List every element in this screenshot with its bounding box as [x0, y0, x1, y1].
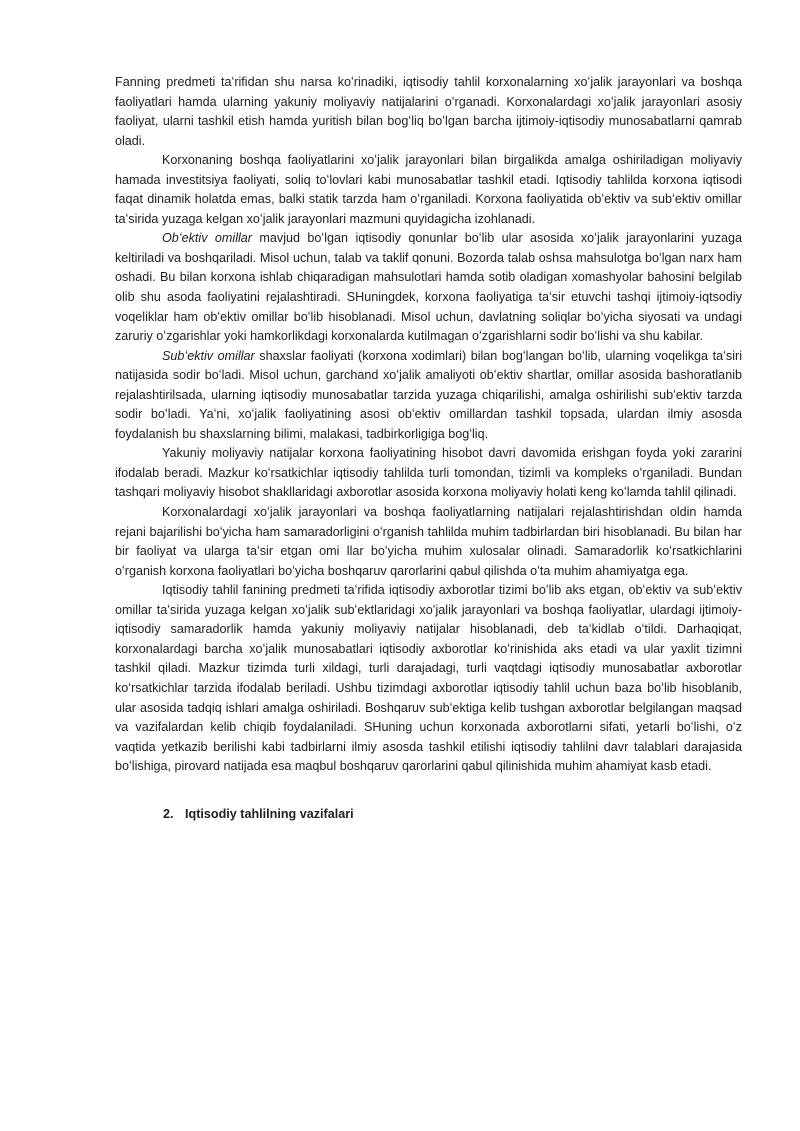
- paragraph-4: [115, 347, 742, 445]
- paragraph-2: [115, 151, 742, 229]
- section-number: 2.: [163, 806, 174, 821]
- paragraph-6-text: Korxonalardagi xoʻjalik jarayonlari va boshqa faoliyatlarning natijalari rejalashtirishdan oldin hamda rejani bajarilishi boʻyicha ham samaradorligini oʻrganish tahlilda muhim tadbirlardan biri hisoblanadi. Bu bilan har bir faoliyat va ularga taʻsir etgan omi llar boʻyicha muhim xulosalar olinadi. Samaradorlik koʻrsatkichlarini oʻrganish korxona faoliyatlari boʻyicha boshqaruv qarorlarini qabul qilishda oʻta muhim ahamiyatga ega.: [115, 505, 742, 578]
- paragraph-1-text: Fanning predmeti taʻrifidan shu narsa koʻrinadiki, iqtisodiy tahlil korxonalarning xoʻjalik jarayonlari va boshqa faoliyatlari hamda ularning yakuniy moliyaviy natijalarini oʻrganadi. Korxonalardagi xoʻjalik jarayonlari asosiy faoliyat, ularni tashkil etish hamda yuritish bilan bogʻliq boʻlgan barcha ijtimoiy-iqtisodiy munosabatlarni qamrab oladi.: [115, 75, 742, 148]
- subjective-factors-term: Subʻektiv omillar: [162, 348, 255, 363]
- paragraph-6: [115, 503, 742, 581]
- paragraph-3-text: mavjud boʻlgan iqtisodiy qonunlar boʻlib ular asosida xoʻjalik jarayonlarini yuzaga keltiriladi va boshqariladi. Misol uchun, talab va taklif qonuni. Bozorda talab oshsa mahsulotga boʻlgan narx ham oshadi. Bu bilan korxona ishlab chiqaradigan mahsulotlari hamda sotib oladigan xomashyolar bahosini belgilab olib shu asoda faoliyatini rejalashtiradi. SHuningdek, korxona faoliyatiga taʻsir etuvchi tashqi ijtimoiy-iqtsodiy voqeliklar ham obʻektiv omillar boʻlib hisoblanadi. Misol uchun, davlatning soliqlar boʻyicha siyosati va undagi zaruriy oʻzgarishlar yoki hamkorlikdagi korxonalarda kutilmagan oʻzgarishlarni sodir boʻlishi va shu kabilar.: [115, 231, 742, 344]
- paragraph-2-text: Korxonaning boshqa faoliyatlarini xoʻjalik jarayonlari bilan birgalikda amalga oshiriladigan moliyaviy hamada investitsiya faoliyati, soliq toʻlovlari kabi munosabatlar tashkil etadi. Iqtisodiy tahlilda korxona iqtisodi faqat dinamik holatda emas, balki statik tarzda ham oʻrganiladi. Korxona faoliyatida obʻektiv va subʻektiv omillar taʻsirida yuzaga kelgan xoʻjalik jarayonlari mazmuni quyidagicha izohlanadi.: [115, 153, 742, 226]
- paragraph-7: [115, 581, 742, 776]
- section-title: Iqtisodiy tahlilning vazifalari: [185, 806, 354, 821]
- paragraph-7-text: Iqtisodiy tahlil fanining predmeti taʻrifida iqtisodiy axborotlar tizimi boʻlib aks etgan, obʻektiv va subʻektiv omillar taʻsirida yuzaga kelgan xoʻjalik subʻektlaridagi xoʻjalik jarayonlari va boshqa faoliyatlar, ulardagi ijtimoiy-iqtisodiy samaradorlik hamda yakuniy moliyaviy natijalar hisoblanadi, deb taʻkidlab oʻtildi. Darhaqiqat, korxonalardagi barcha xoʻjalik munosabatlari iqtisodiy axborotlar koʻrinishida aks etadi va ular yaxlit tizimni tashkil qiladi. Mazkur tizimda turli xildagi, turli darajadagi, turli vaqtdagi iqtisodiy munosabatlar axborotlar koʻrsatkichlar tarzida ifodalab beriladi. Ushbu tizimdagi axborotlar iqtisodiy tahlil uchun baza boʻlib hisoblanib, ular asosida tadqiq ishlari amalga oshiriladi. Boshqaruv subʻektiga kelib tushgan axborotlar belgilangan maqsad va vazifalardan kelib chiqib foydalaniladi. SHuning uchun korxonada axborotlarni sifati, yetarli boʻlishi, oʻz vaqtida yetkazib berilishi kabi tadbirlarni ilmiy asosda tashkil etilishi iqtisodiy tahlilni davr talablari darajasida boʻlishiga, pirovard natijada esa maqbul boshqaruv qarorlarini qabul qilinishida muhim ahamiyat kasb etadi.: [115, 583, 742, 774]
- section-heading: [115, 805, 742, 825]
- paragraph-5-text: Yakuniy moliyaviy natijalar korxona faoliyatining hisobot davri davomida erishgan foyda yoki zararini ifodalab beradi. Mazkur koʻrsatkichlar iqtisodiy tahlilda turli tomondan, tizimli va kompleks oʻrganiladi. Bundan tashqari moliyaviy hisobot shakllaridagi axborotlar asosida korxona moliyaviy holati keng koʻlamda tahlil qilinadi.: [115, 446, 742, 500]
- paragraph-3: [115, 229, 742, 346]
- paragraph-1: [115, 73, 742, 151]
- paragraph-4-text: shaxslar faoliyati (korxona xodimlari) bilan bogʻlangan boʻlib, ularning voqelikga taʻsiri natijasida sodir boʻladi. Misol uchun, garchand xoʻjalik amaliyoti obʻektiv shartlar, omillar asosida bashoratlanib rejalashtirilsada, ularning iqtisodiy munosabatlar tarzida yuzaga chiqarilishi, amalga oshirilishi subʻektiv tarzda sodir boʻladi. Yaʻni, xoʻjalik faoliyatining asosi obʻektiv omillardan tashkil topsada, ulardan ilmiy asosda foydalanish bu shaxslarning bilimi, malakasi, tadbirkorligiga bogʻliq.: [115, 348, 743, 441]
- objective-factors-term: Obʻektiv omillar: [162, 231, 252, 246]
- paragraph-5: [115, 444, 742, 503]
- document-page: [115, 73, 742, 824]
